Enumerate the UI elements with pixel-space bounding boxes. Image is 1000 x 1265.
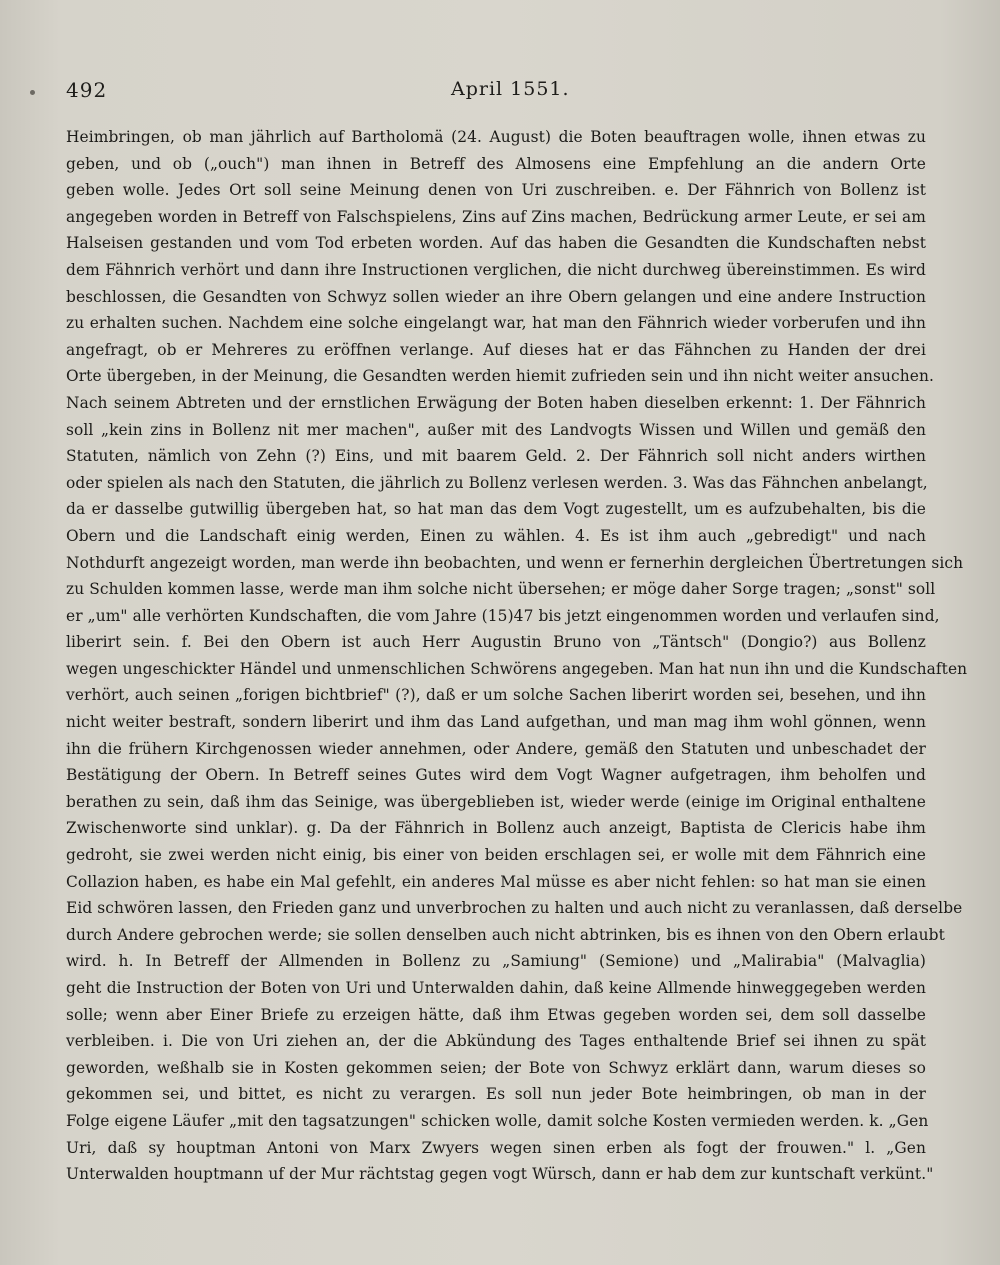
text-line: Zwischenworte sind unklar). g. Da der Fähnrich in Bollenz auch anzeigt, Baptista de Clericis habe ihm: [66, 819, 926, 838]
text-line: berathen zu sein, daß ihm das Seinige, was übergeblieben ist, wieder werde (einige im Original enthaltene: [66, 792, 926, 811]
text-line: solle; wenn aber Einer Briefe zu erzeigen hätte, daß ihm Etwas gegeben worden sei, dem soll dasselbe: [66, 1005, 926, 1024]
text-line: er „um" alle verhörten Kundschaften, die vom Jahre (15)47 bis jetzt eingenommen worden und verlaufen sind,: [66, 606, 940, 625]
margin-dot: [30, 90, 35, 95]
text-line: gedroht, sie zwei werden nicht einig, bis einer von beiden erschlagen sei, er wolle mit dem Fähnrich eine: [66, 846, 926, 865]
page-number: 492: [66, 78, 108, 102]
text-line: Eid schwören lassen, den Frieden ganz und unverbrochen zu halten und auch nicht zu veranlassen, daß derselbe: [66, 899, 963, 918]
text-line: geworden, weßhalb sie in Kosten gekommen seien; der Bote von Schwyz erklärt dann, warum dieses so: [66, 1058, 926, 1077]
text-line: angefragt, ob er Mehreres zu eröffnen verlange. Auf dieses hat er das Fähnchen zu Handen der drei: [66, 340, 926, 359]
text-line: ihn die frühern Kirchgenossen wieder annehmen, oder Andere, gemäß den Statuten und unbeschadet der: [66, 739, 926, 758]
text-line: Orte übergeben, in der Meinung, die Gesandten werden hiemit zufrieden sein und ihn nicht weiter ansuchen.: [66, 367, 935, 386]
text-line: Heimbringen, ob man jährlich auf Bartholomä (24. August) die Boten beauftragen wolle, ihnen etwas zu: [66, 128, 926, 146]
text-line: gekommen sei, und bittet, es nicht zu verargen. Es soll nun jeder Bote heimbringen, ob man in der: [66, 1085, 926, 1104]
text-line: da er dasselbe gutwillig übergeben hat, so hat man das dem Vogt zugestellt, um es aufzubehalten, bis die: [66, 500, 926, 519]
text-line: liberirt sein. f. Bei den Obern ist auch Herr Augustin Bruno von „Täntsch" (Dongio?) aus Bollenz: [66, 633, 926, 652]
text-line: geben, und ob („ouch") man ihnen in Betreff des Almosens eine Empfehlung an die andern Orte: [66, 154, 926, 173]
text-line: oder spielen als nach den Statuten, die jährlich zu Bollenz verlesen werden. 3. Was das Fähnchen anbelangt,: [66, 473, 928, 492]
text-line: Nach seinem Abtreten und der ernstlichen Erwägung der Boten haben dieselben erkennt: 1. Der Fähnrich: [66, 393, 926, 412]
text-line: nicht weiter bestraft, sondern liberirt und ihm das Land aufgethan, und man mag ihm wohl gönnen, wenn: [66, 713, 926, 732]
text-line: Bestätigung der Obern. In Betreff seines Gutes wird dem Vogt Wagner aufgetragen, ihm beholfen und: [66, 766, 926, 785]
text-line: Collazion haben, es habe ein Mal gefehlt, ein anderes Mal müsse es aber nicht fehlen: so hat man sie einen: [66, 872, 926, 891]
text-line: geht die Instruction der Boten von Uri und Unterwalden dahin, daß keine Allmende hinweggegeben werden: [66, 979, 926, 997]
text-line: Uri, daß sy houptman Antoni von Marx Zwyers wegen sinen erben als fogt der frouwen." l. „Gen: [66, 1138, 926, 1157]
text-line: dem Fähnrich verhört und dann ihre Instructionen verglichen, die nicht durchweg übereinstimmen. Es wird: [66, 260, 926, 279]
text-line: Statuten, nämlich von Zehn (?) Eins, und mit baarem Geld. 2. Der Fähnrich soll nicht anders wirthen: [66, 447, 926, 466]
page-header: [66, 78, 940, 108]
text-line: zu erhalten suchen. Nachdem eine solche eingelangt war, hat man den Fähnrich wieder vorberufen und ihn: [66, 314, 926, 333]
text-line: Folge eigene Läufer „mit den tagsatzungen" schicken wolle, damit solche Kosten vermieden werden. k. „Gen: [66, 1111, 929, 1130]
text-line: geben wolle. Jedes Ort soll seine Meinung denen von Uri zuschreiben. e. Der Fähnrich von Bollenz ist: [66, 181, 926, 200]
text-line: durch Andere gebrochen werde; sie sollen denselben auch nicht abtrinken, bis es ihnen von den Obern erlaubt: [66, 925, 945, 944]
text-line: Unterwalden houptmann uf der Mur rächtstag gegen vogt Würsch, dann er hab dem zur kuntschaft verkünt.": [66, 1165, 934, 1184]
text-line: wird. h. In Betreff der Allmenden in Bollenz zu „Samiung" (Semione) und „Malirabia" (Malvaglia): [66, 952, 926, 971]
text-line: verbleiben. i. Die von Uri ziehen an, der die Abkündung des Tages enthaltende Brief sei ihnen zu spät: [66, 1032, 926, 1051]
text-line: Obern und die Landschaft einig werden, Einen zu wählen. 4. Es ist ihm auch „gebredigt" und nach: [66, 526, 926, 545]
text-line: Halseisen gestanden und vom Tod erbeten worden. Auf das haben die Gesandten die Kundschaften nebst: [66, 234, 926, 253]
text-line: Nothdurft angezeigt worden, man werde ihn beobachten, und wenn er fernerhin dergleichen Übertretungen sich: [66, 553, 964, 572]
text-line: wegen ungeschickter Händel und unmenschlichen Schwörens angegeben. Man hat nun ihn und die Kundschaften: [66, 659, 968, 678]
text-line: zu Schulden kommen lasse, werde man ihm solche nicht übersehen; er möge daher Sorge tragen; „sonst" soll: [66, 580, 936, 599]
text-line: verhört, auch seinen „forigen bichtbrief" (?), daß er um solche Sachen liberirt worden sei, besehen, und ihn: [66, 686, 926, 705]
text-line: soll „kein zins in Bollenz nit mer machen", außer mit des Landvogts Wissen und Willen und gemäß den: [66, 420, 926, 439]
body-text: [66, 124, 968, 1188]
running-head: April 1551.: [451, 78, 570, 100]
text-line: beschlossen, die Gesandten von Schwyz sollen wieder an ihre Obern gelangen und eine andere Instruction: [66, 287, 926, 306]
text-line: angegeben worden in Betreff von Falschspielens, Zins auf Zins machen, Bedrückung armer Leute, er sei am: [66, 207, 926, 226]
